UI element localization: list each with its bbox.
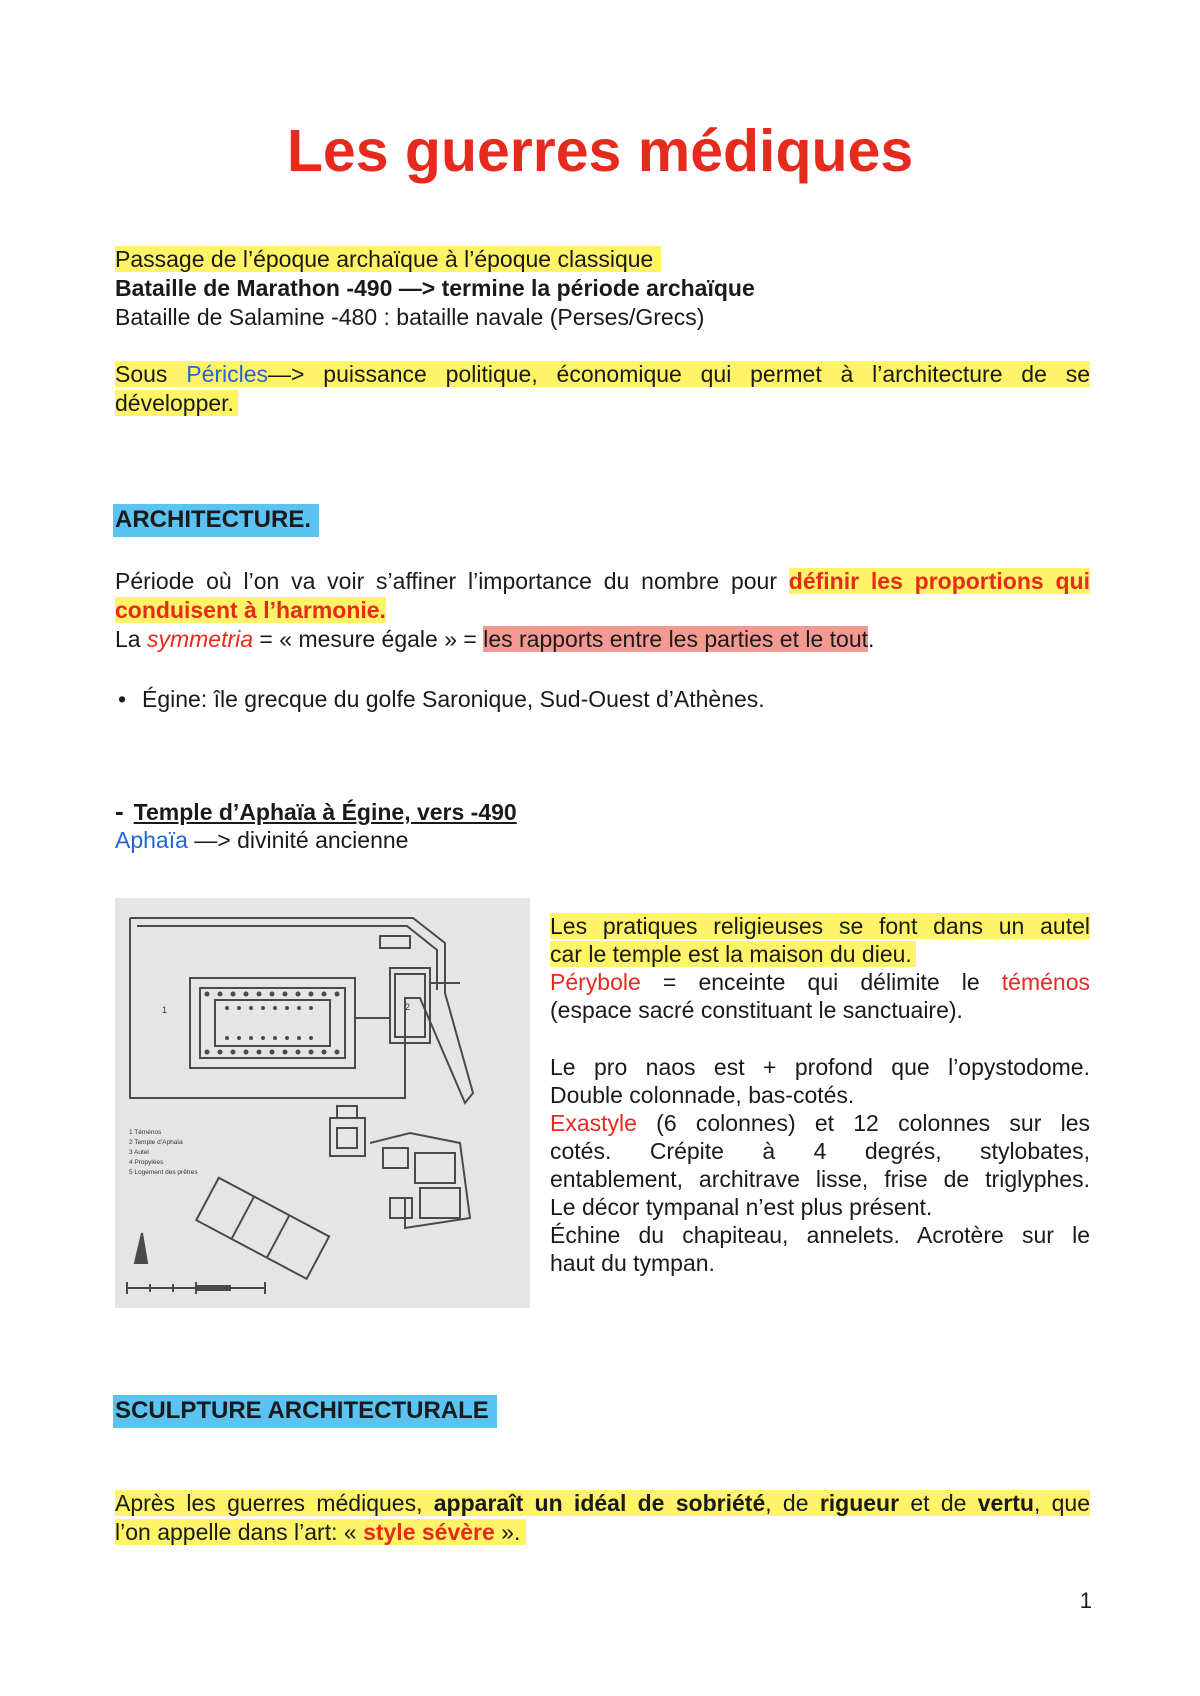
symmetria-word: symmetria	[146, 626, 254, 652]
aphaia-line: Aphaïa —> divinité ancienne	[115, 827, 409, 853]
bullet-marker: •	[118, 686, 127, 712]
exastyle-word: Exastyle	[550, 1110, 637, 1136]
entablement-line: entablement, architrave lisse, frise de triglyphes.	[550, 1166, 1090, 1192]
echine-line: Échine du chapiteau, annelets. Acrotère sur le	[550, 1222, 1090, 1248]
pericles-name: Péricles	[186, 361, 269, 387]
egine-bullet	[118, 685, 765, 714]
plan-legend-item: 2 Temple d’Aphaïa	[129, 1139, 183, 1146]
pericles-line-2: développer.	[115, 389, 238, 418]
pratiques-line-1: Les pratiques religieuses se font dans un autel	[550, 913, 1090, 939]
plan-number-2: 2	[405, 1002, 411, 1012]
perybole-line-1: Pérybole = enceinte qui délimite le téménos	[550, 969, 1090, 995]
plan-legend-item: 4 Propylées	[129, 1159, 164, 1166]
intro-salamine: Bataille de Salamine -480 : bataille navale (Perses/Grecs)	[115, 304, 705, 330]
cotes-line: cotés. Crépite à 4 degrés, stylobates,	[550, 1138, 1090, 1164]
symmetria-line: La symmetria = « mesure égale » = les rapports entre les parties et le tout.	[115, 626, 875, 652]
periode-line-1: Période où l’on va voir s’affiner l’importance du nombre pour définir les proportions qui	[115, 568, 1090, 594]
architecture-heading: ARCHITECTURE.	[113, 504, 319, 537]
sculpture-line-2: l’on appelle dans l’art: « style sévère ».	[115, 1518, 526, 1547]
page-number: 1	[1079, 1588, 1092, 1613]
exastyle-line: Exastyle (6 colonnes) et 12 colonnes sur les	[550, 1110, 1090, 1136]
intro-marathon: Bataille de Marathon -490 —> termine la période archaïque	[115, 275, 755, 301]
colonnade-line: Double colonnade, bas-cotés.	[550, 1082, 855, 1108]
plan-legend-item: 5 Logement des prêtres	[129, 1169, 198, 1176]
sculpture-heading: SCULPTURE ARCHITECTURALE	[113, 1395, 497, 1428]
temple-heading-line	[115, 797, 517, 827]
pronaos-line: Le pro naos est + profond que l’opystodome.	[550, 1054, 1090, 1080]
sculpture-line-1: Après les guerres médiques, apparaît un idéal de sobriété, de rigueur et de vertu, que	[115, 1490, 1091, 1516]
temple-heading: Temple d’Aphaïa à Égine, vers -490	[133, 799, 517, 825]
pericles-rest: —> puissance politique, économique qui permet à l’architecture de se	[268, 361, 1090, 387]
periode-line-2: conduisent à l’harmonie.	[115, 597, 386, 623]
intro-passage: Passage de l’époque archaïque à l’époque classique	[115, 246, 661, 272]
perybole-word: Pérybole	[550, 969, 641, 995]
temple-dash: -	[115, 796, 124, 826]
pericles-pre: Sous	[115, 361, 187, 387]
pericles-line-1	[115, 360, 1090, 389]
pratiques-line-2: car le temple est la maison du dieu.	[550, 940, 1090, 969]
style-severe: style sévère	[363, 1519, 495, 1545]
aphaia-name: Aphaïa	[115, 827, 188, 853]
perybole-line-2: (espace sacré constituant le sanctuaire).	[550, 997, 963, 1023]
plan-legend-item: 3 Autel	[129, 1149, 149, 1156]
decor-line: Le décor tympanal n’est plus présent.	[550, 1194, 933, 1220]
site-plan-drawing	[115, 898, 530, 1308]
temenos-word: téménos	[1001, 969, 1090, 995]
egine-text: Égine: île grecque du golfe Saronique, Sud-Ouest d’Athènes.	[142, 686, 765, 712]
temple-plan-figure	[115, 898, 530, 1308]
plan-legend-item: 1 Téménos	[129, 1129, 162, 1136]
plan-number-1: 1	[162, 1005, 168, 1015]
intro-block	[115, 245, 755, 332]
periode-emphasis: définir les proportions qui	[788, 568, 1090, 594]
document-title: Les guerres médiques	[286, 118, 914, 184]
symmetria-definition: les rapports entre les parties et le tout	[483, 626, 869, 652]
tympan-line: haut du tympan.	[550, 1250, 715, 1276]
